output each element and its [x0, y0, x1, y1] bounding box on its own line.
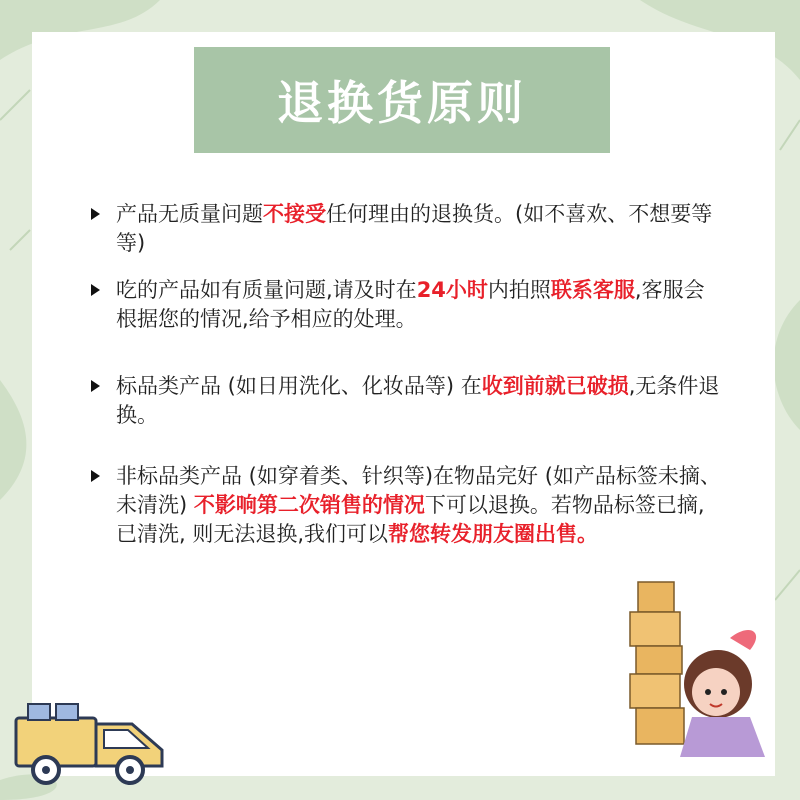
bullet-triangle-icon — [91, 380, 100, 392]
rule-text: 下可以退换。若物品标签已摘,已清洗, 则无法退换,我们可以 — [116, 493, 705, 546]
rule-text: 吃的产品如有质量问题,请及时在 — [116, 278, 417, 302]
rule-item-1 — [85, 200, 725, 258]
rule-text: ,无条件退换。 — [116, 374, 720, 427]
boxes-girl-illustration — [600, 572, 780, 762]
title-banner — [194, 47, 610, 153]
page-title: 退换货原则 — [277, 76, 527, 130]
rule-text: 标品类产品 (如日用洗化、化妆品等) 在 — [116, 374, 482, 398]
rule-highlight: 帮您转发朋友圈出售。 — [388, 522, 599, 546]
rule-text: 任何理由的退换货。(如不喜欢、不想要等等) — [116, 202, 713, 255]
rule-highlight: 收到前就已破损 — [481, 374, 629, 398]
rule-text: 产品无质量问题 — [116, 202, 263, 226]
rule-text: 内拍照 — [487, 278, 551, 302]
delivery-truck-icon — [12, 694, 172, 788]
bullet-triangle-icon — [91, 284, 100, 296]
rule-text: ,客服会根据您的情况,给予相应的处理。 — [116, 278, 705, 331]
rule-highlight: 24小时 — [416, 278, 488, 302]
rule-highlight: 联系客服 — [550, 278, 635, 302]
bullet-triangle-icon — [91, 470, 100, 482]
rule-highlight: 不接受 — [263, 202, 326, 226]
rule-text: 非标品类产品 (如穿着类、针织等)在物品完好 (如产品标签未摘、未清洗) — [116, 464, 721, 517]
rule-highlight: 不影响第二次销售的情况 — [193, 493, 425, 517]
bullet-triangle-icon — [91, 208, 100, 220]
rule-item-2 — [85, 276, 725, 334]
rule-item-4 — [85, 462, 725, 549]
rule-item-3 — [85, 372, 725, 430]
